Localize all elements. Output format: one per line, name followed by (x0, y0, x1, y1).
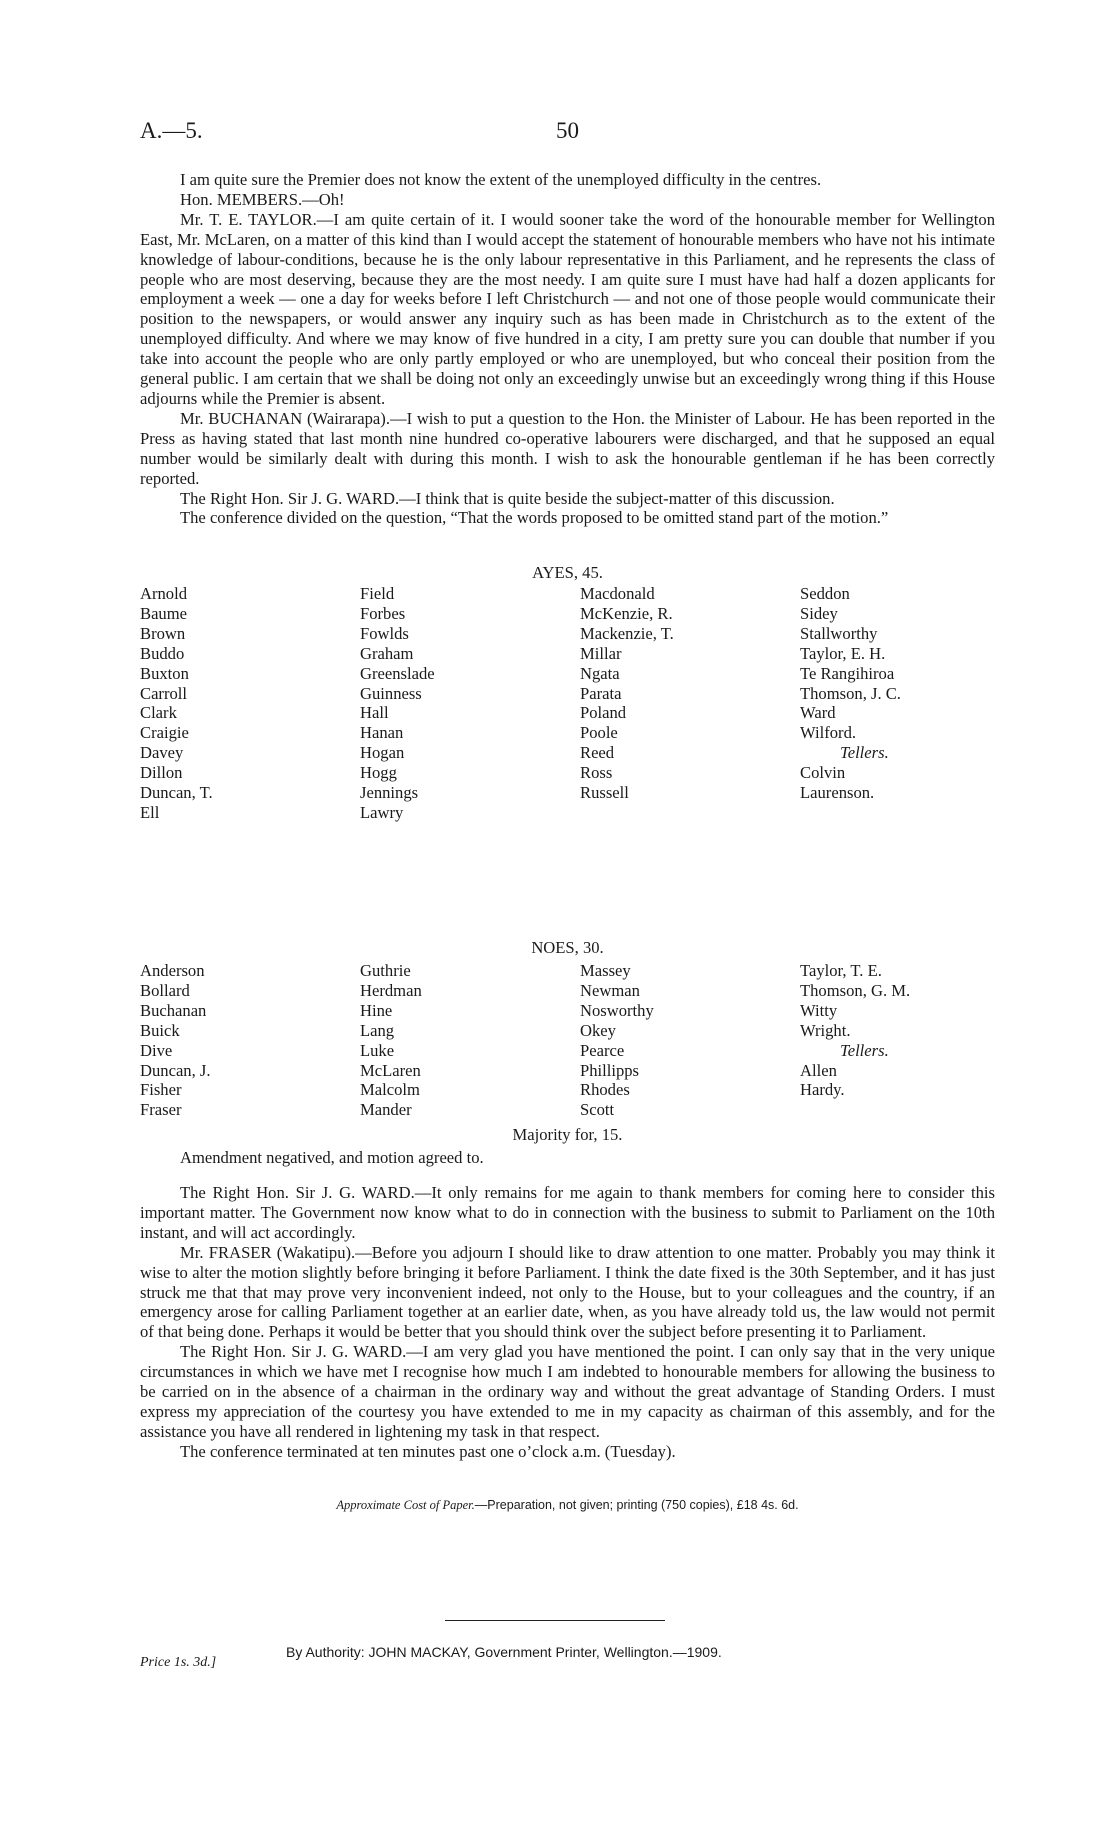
member-name: Dive (140, 1040, 173, 1060)
member-name: Buddo (140, 643, 185, 663)
paragraph: The conference terminated at ten minutes past one o’clock a.m. (Tuesday). (180, 1441, 676, 1461)
paragraph: I am quite sure the Premier does not know the extent of the unemployed difficulty in the centres. (180, 170, 822, 189)
member-name: Anderson (140, 961, 205, 980)
teller-name: Allen (800, 1060, 837, 1080)
member-name: Arnold (140, 584, 188, 603)
member-name: Ngata (580, 663, 620, 683)
member-name: Hogan (360, 743, 405, 763)
member-name: Russell (580, 783, 629, 803)
member-name: Brown (140, 623, 186, 643)
member-name: Okey (580, 1020, 616, 1040)
teller-name: Colvin (800, 763, 846, 783)
member-name: Nosworthy (580, 1000, 654, 1020)
member-name: Forbes (360, 603, 406, 623)
noes-column-3 (580, 961, 654, 1120)
cost-text: —Preparation, not given; printing (750 copies), £18 4s. 6d. (474, 1498, 799, 1512)
cost-label: Approximate Cost of Paper. (336, 1498, 475, 1512)
member-name: Buick (140, 1020, 180, 1040)
member-name: Wilford. (800, 723, 857, 743)
member-name: Herdman (360, 980, 422, 1000)
member-name: Te Rangihiroa (800, 663, 895, 683)
member-name: Taylor, E. H. (800, 643, 886, 663)
member-name: Sidey (800, 603, 838, 623)
member-name: Ward (800, 703, 836, 723)
member-name: Field (360, 584, 395, 603)
ayes-column-2 (360, 584, 435, 823)
member-name: Guinness (360, 683, 422, 703)
member-name: Clark (140, 703, 177, 723)
member-name: Buchanan (140, 1000, 207, 1020)
ayes-heading: AYES, 45. (532, 563, 603, 582)
member-name: Poland (580, 703, 627, 723)
member-name: McLaren (360, 1060, 421, 1080)
member-name: Davey (140, 743, 184, 763)
member-name: Bollard (140, 980, 190, 1000)
member-name: Baume (140, 603, 188, 623)
paragraph: The Right Hon. Sir J. G. WARD.—It only remains for me again to thank members for coming here to consider this important matter. The Government now know what to do in connection with the business to submit to Parliament on the 10th instant, and will act accordingly. (140, 1183, 995, 1242)
member-name: Taylor, T. E. (800, 961, 882, 980)
member-name: McKenzie, R. (580, 603, 673, 623)
member-name: Thomson, G. M. (800, 980, 911, 1000)
member-name: Massey (580, 961, 631, 980)
member-name: Ross (580, 763, 613, 783)
ayes-column-4 (800, 584, 901, 803)
member-name: Luke (360, 1040, 395, 1060)
footer-rule (445, 1620, 665, 1621)
paragraph: The Right Hon. Sir J. G. WARD.—I think that is quite beside the subject-matter of this discussion. (180, 488, 835, 508)
paragraph: The conference divided on the question, “That the words proposed to be omitted stand part of the motion.” (180, 508, 889, 528)
member-name: Pearce (580, 1040, 625, 1060)
member-name: Carroll (140, 683, 188, 703)
price-note: Price 1s. 3d.] (140, 1655, 217, 1670)
noes-column-2 (360, 961, 422, 1120)
member-name: Poole (580, 723, 618, 743)
paragraph: Mr. BUCHANAN (Wairarapa).—I wish to put a question to the Hon. the Minister of Labour. He has been reported in the Press as having stated that last month nine hundred co-operative labourers were discharged, and that he supposed an equal number would be similarly dealt with during this month. I wish to ask the honourable gentleman if he has been correctly reported. (140, 408, 995, 488)
noes-heading: NOES, 30. (531, 938, 604, 957)
member-name: Macdonald (580, 584, 655, 603)
member-name: Seddon (800, 584, 850, 603)
member-name: Stallworthy (800, 623, 878, 643)
ayes-column-3 (580, 584, 674, 803)
member-name: Wright. (800, 1020, 851, 1040)
printer-imprint: By Authority: JOHN MACKAY, Government Printer, Wellington.—1909. (286, 1644, 722, 1660)
member-name: Jennings (360, 783, 419, 803)
teller-name: Laurenson. (800, 783, 875, 803)
ayes-column-1 (140, 584, 213, 823)
tellers-label: Tellers. (840, 743, 889, 763)
member-name: Rhodes (580, 1080, 630, 1100)
member-name: Reed (580, 743, 615, 763)
amendment-result: Amendment negatived, and motion agreed to. (180, 1148, 484, 1167)
teller-name: Hardy. (800, 1080, 845, 1100)
member-name: Hanan (360, 723, 404, 743)
member-name: Ell (140, 802, 160, 822)
member-name: Duncan, T. (140, 783, 213, 803)
member-name: Fisher (140, 1080, 182, 1100)
paragraph: The Right Hon. Sir J. G. WARD.—I am very glad you have mentioned the point. I can only say that in the very unique circumstances in which we have met I recognise how much I am indebted to honourable members for allowing the business to be carried on in the absence of a chairman in the ordinary way and without the great advantage of Standing Orders. I must express my appreciation of the courtesy you have extended to me in my capacity as chairman of this assembly, and for the assistance you have all rendered in lightening my task in that respect. (140, 1342, 995, 1441)
member-name: Craigie (140, 723, 189, 743)
debate-text-top (140, 170, 995, 528)
member-name: Newman (580, 980, 640, 1000)
debate-text-bottom (140, 1183, 995, 1462)
page-number: 50 (556, 118, 579, 143)
member-name: Guthrie (360, 961, 411, 980)
member-name: Witty (800, 1000, 838, 1020)
paragraph: Mr. FRASER (Wakatipu).—Before you adjourn I should like to draw attention to one matter. Probably you may think it wise to alter the motion slightly before bringing it before Parliament. I think the date fixed is the 30th September, and it has just struck me that that may prove very inconvenient indeed, not only to the House, but to your colleagues and the country, if an emergency arose for calling Parliament together at an earlier date, when, as you have already told us, the law would not permit of that being done. Perhaps it would be better that you should think over the subject before presenting it to Parliament. (140, 1242, 995, 1342)
member-name: Hall (360, 703, 389, 723)
majority-result: Majority for, 15. (512, 1125, 623, 1144)
member-name: Millar (580, 643, 622, 663)
paragraph: Hon. MEMBERS.—Oh! (180, 189, 345, 209)
member-name: Scott (580, 1100, 615, 1120)
member-name: Greenslade (360, 663, 435, 683)
member-name: Hogg (360, 763, 397, 783)
member-name: Parata (580, 683, 622, 703)
paragraph: Mr. T. E. TAYLOR.—I am quite certain of it. I would sooner take the word of the honourable member for Wellington East, Mr. McLaren, on a matter of this kind than I would accept the statement of honourable members who have not his intimate knowledge of labour-conditions, because he is the only labour representative in this Parliament, and he represents the class of people who are most deserving, because they are the most needy. I am quite sure I must have had half a dozen applicants for employment a week — one a day for weeks before I left Christchurch — and not one of those people would communicate their position to the newspapers, or would answer any inquiry such as has been made in Christchurch as to the extent of the unemployed difficulty. And where we may know of five hundred in a city, I am pretty sure you can double that number if you take into account the people who are only partly employed or who are unemployed, but who conceal their position from the general public. I am certain that we shall be doing not only an exceedingly unwise but an exceedingly wrong thing if this House adjourns while the Premier is absent. (140, 209, 995, 408)
member-name: Fowlds (360, 623, 409, 643)
member-name: Buxton (140, 663, 189, 683)
member-name: Lang (360, 1020, 395, 1040)
paper-reference: A.—5. (140, 118, 203, 143)
member-name: Thomson, J. C. (800, 683, 901, 703)
member-name: Fraser (140, 1100, 182, 1120)
member-name: Mander (360, 1100, 412, 1120)
member-name: Mackenzie, T. (580, 623, 674, 643)
member-name: Dillon (140, 763, 183, 783)
noes-column-4 (800, 961, 910, 1100)
member-name: Graham (360, 643, 414, 663)
member-name: Malcolm (360, 1080, 420, 1100)
member-name: Phillipps (580, 1060, 640, 1080)
tellers-label: Tellers. (840, 1040, 889, 1060)
member-name: Duncan, J. (140, 1060, 211, 1080)
cost-of-paper-note (140, 1498, 995, 1513)
member-name: Lawry (360, 802, 404, 822)
member-name: Hine (360, 1000, 393, 1020)
noes-column-1 (140, 961, 211, 1120)
